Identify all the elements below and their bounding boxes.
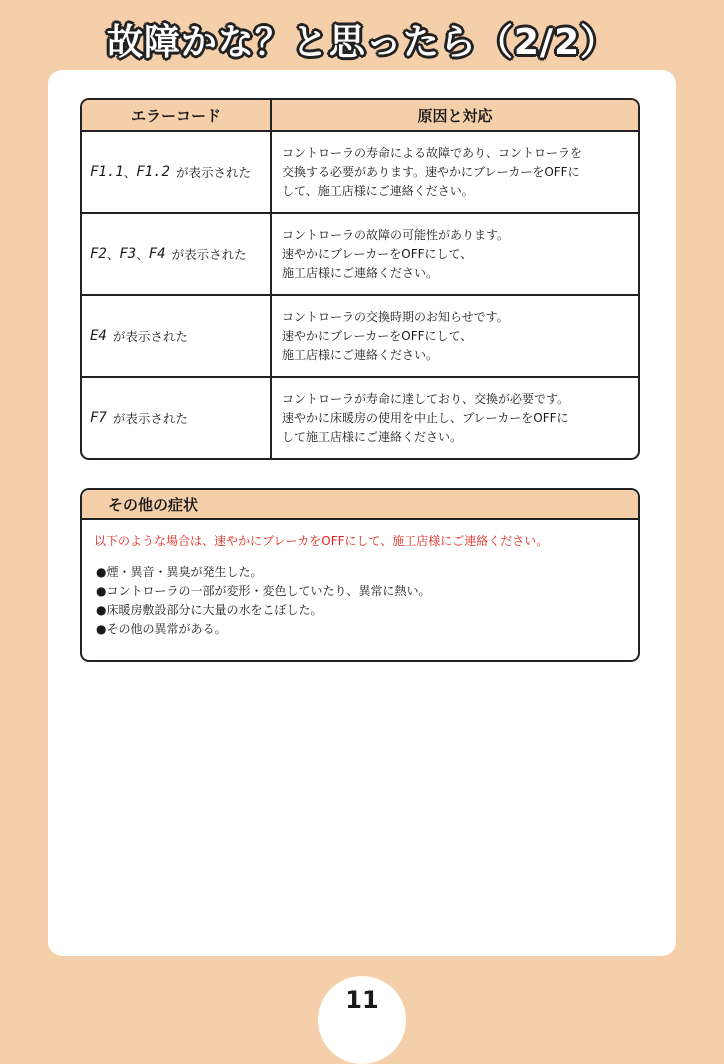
code-suffix: が表示された xyxy=(171,247,247,262)
error-code-cell xyxy=(82,296,272,376)
cause-line: コントローラの故障の可能性があります。 xyxy=(282,227,510,242)
symptom-item: ●コントローラの一部が変形・変色していたり、異常に熱い。 xyxy=(96,584,431,598)
error-code: F1.1 xyxy=(90,164,124,180)
cause-action-cell xyxy=(272,132,638,212)
code-separator: 、 xyxy=(123,165,137,180)
error-code-cell xyxy=(82,378,272,458)
other-symptoms-box xyxy=(80,488,640,662)
symptom-item: ●床暖房敷設部分に大量の水をこぼした。 xyxy=(96,603,323,617)
cause-line: 交換する必要があります。速やかにブレーカーをOFFに xyxy=(282,164,580,179)
cause-line: コントローラが寿命に達しており、交換が必要です。 xyxy=(282,391,570,406)
code-suffix: が表示された xyxy=(175,165,251,180)
header-cause-action: 原因と対応 xyxy=(417,106,493,125)
error-code-cell xyxy=(82,132,272,212)
code-suffix: が表示された xyxy=(112,411,188,426)
table-row xyxy=(82,378,638,458)
error-code: F7 xyxy=(90,410,107,426)
cause-line: コントローラの交換時期のお知らせです。 xyxy=(282,309,509,324)
symptom-item: ●その他の異常がある。 xyxy=(96,622,227,636)
page-number: 11 xyxy=(345,986,379,1014)
cause-line: 施工店様にご連絡ください。 xyxy=(282,347,439,362)
symptom-item: ●煙・異音・異臭が発生した。 xyxy=(96,565,263,579)
table-header xyxy=(82,100,638,132)
table-body xyxy=(82,132,638,458)
cause-line: コントローラの寿命による故障であり、コントローラを xyxy=(282,145,583,160)
header-error-code: エラーコード xyxy=(82,100,272,130)
table-row xyxy=(82,296,638,378)
table-row xyxy=(82,132,638,214)
code-separator: 、 xyxy=(106,247,120,262)
code-separator: 、 xyxy=(136,247,149,262)
error-code: E4 xyxy=(90,328,107,344)
error-code: F3 xyxy=(119,246,137,262)
other-symptoms-title: その他の症状 xyxy=(82,490,638,520)
cause-action-cell xyxy=(272,214,638,294)
other-symptoms-warning: 以下のような場合は、速やかにブレーカをOFFにして、施工店様にご連絡ください。 xyxy=(94,534,549,548)
page-title: 故障かな？と思ったら（2/2） xyxy=(106,22,618,63)
cause-line: 速やかにブレーカーをOFFにして、 xyxy=(282,328,473,343)
error-code: F4 xyxy=(148,246,166,262)
cause-action-cell xyxy=(272,296,638,376)
cause-line: 施工店様にご連絡ください。 xyxy=(282,265,439,280)
error-code-table xyxy=(80,98,640,460)
error-code-cell xyxy=(82,214,272,294)
error-code: F1.2 xyxy=(136,164,170,180)
cause-line: して、施工店様にご連絡ください。 xyxy=(282,183,474,198)
symptom-list xyxy=(96,563,638,639)
code-suffix: が表示された xyxy=(112,329,188,344)
cause-line: 速やかにブレーカーをOFFにして、 xyxy=(282,246,473,261)
table-row xyxy=(82,214,638,296)
cause-line: 速やかに床暖房の使用を中止し、ブレーカーをOFFに xyxy=(282,410,569,425)
cause-line: して施工店様にご連絡ください。 xyxy=(282,429,463,444)
cause-action-cell xyxy=(272,378,638,458)
error-code: F2 xyxy=(90,246,107,262)
